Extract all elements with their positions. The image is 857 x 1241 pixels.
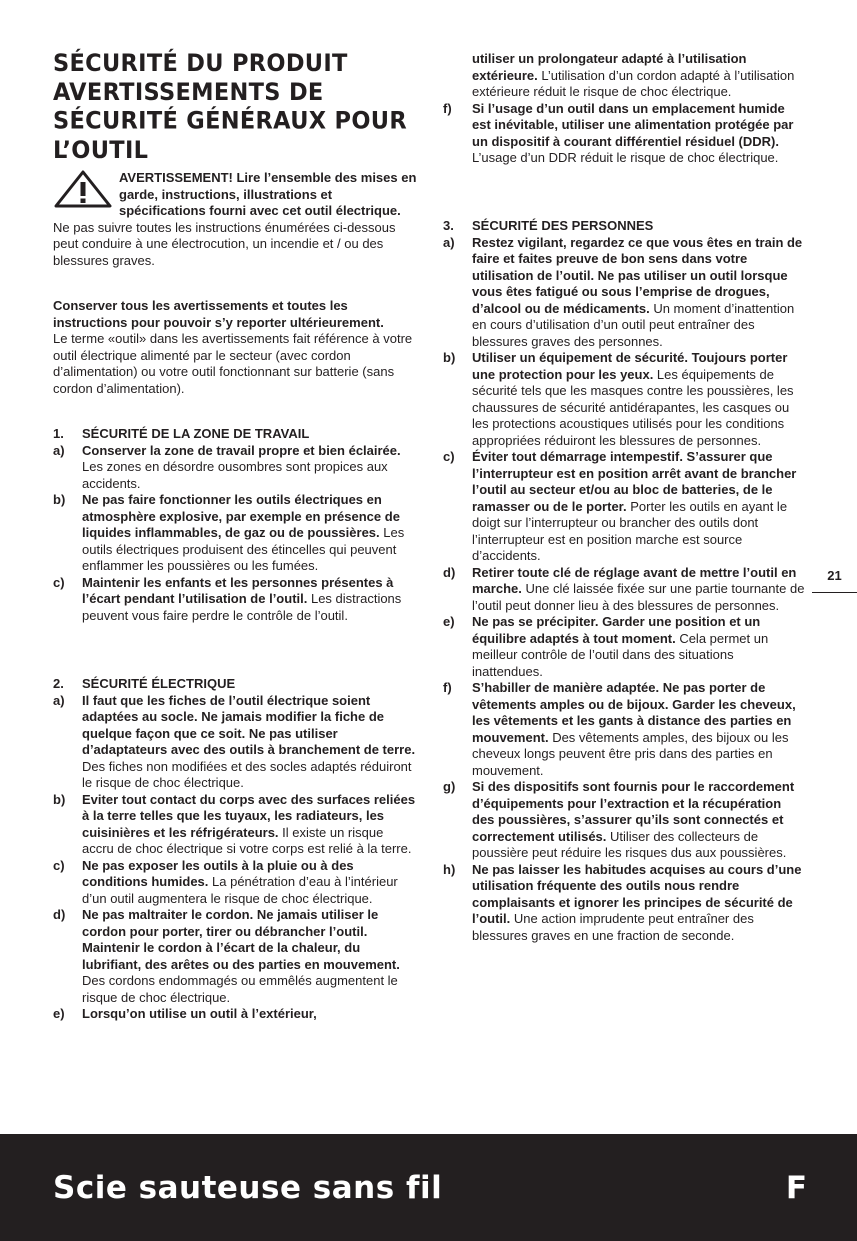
item-label: f) (443, 100, 452, 116)
list-item (443, 101, 805, 167)
section-1-number: 1. (53, 426, 64, 441)
section-2-title: SÉCURITÉ ÉLECTRIQUE (82, 676, 236, 691)
item-label: a) (53, 442, 65, 458)
item-bold: Lorsqu’on utilise un outil à l’extérieur, (82, 1006, 317, 1021)
item-text: L’utilisation d’un cordon adapté à l’utilisation extérieure réduit le risque de choc électrique. (472, 67, 795, 99)
title-line-1: SÉCURITÉ DU PRODUIT (53, 50, 348, 78)
item-text: Une action imprudente peut entraîner des blessures graves en une fraction de seconde. (472, 911, 754, 943)
section-2 (53, 676, 418, 1023)
section-3 (443, 218, 805, 944)
item-label: d) (443, 564, 456, 580)
warning-text: Ne pas suivre toutes les instructions énumérées ci-dessous peut conduire à une électrocution, un incendie et / ou des blessures graves. (53, 219, 396, 268)
section-1 (53, 426, 418, 624)
title-line-3: SÉCURITÉ GÉNÉRAUX POUR (53, 107, 407, 136)
item-label: g) (443, 779, 456, 794)
item-label: b) (53, 492, 66, 507)
list-item (443, 862, 805, 945)
list-item (53, 907, 418, 1006)
list-item (443, 565, 805, 615)
list-item (53, 575, 418, 625)
item-label: f) (443, 680, 452, 695)
item-bold: Ne pas faire fonctionner les outils électriques en atmosphère explosive, par exemple en présence de liquides inflammables, de gaz ou de poussières. (82, 492, 400, 540)
item-text: Les distractions peuvent vous faire perdre le contrôle de l’outil. (82, 591, 402, 623)
item-text: L’usage d’un DDR réduit le risque de choc électrique. (472, 150, 779, 165)
keep-bold: Conserver tous les avertissements et toutes les instructions pour pouvoir s’y reporter ultérieurement. (53, 298, 384, 330)
list-item (53, 443, 418, 493)
item-bold: Ne pas exposer les outils à la pluie ou à des conditions humides. (82, 857, 354, 889)
item-label: d) (53, 907, 66, 922)
list-item (443, 350, 805, 449)
section-1-heading (53, 426, 418, 443)
item-bold: Il faut que les fiches de l’outil électrique soient adaptées au socle. Ne jamais modifier la fiche de quelque façon que ce soit. Ne pas utiliser d’adaptateurs avec des outils à branchement de terre. (82, 692, 416, 757)
footer-bar (0, 1134, 857, 1241)
list-item-continued (443, 51, 805, 101)
list-item (53, 1006, 418, 1023)
item-label: a) (443, 234, 455, 250)
title-line-4: L’OUTIL (53, 136, 149, 165)
list-item (443, 449, 805, 565)
item-label: a) (53, 692, 65, 708)
item-bold: S’habiller de manière adaptée. Ne pas porter de vêtements amples ou de bijoux. Garder les cheveux, les vêtements et les gants à distance des parties en mouvement. (472, 680, 796, 745)
item-label: c) (443, 449, 455, 464)
item-bold: Retirer toute clé de réglage avant de mettre l’outil en marche. (472, 564, 797, 596)
item-text: Un moment d’inattention en cours d’utilisation d’un outil peut entraîner des blessures graves des personnes. (472, 300, 795, 349)
item-bold: Ne pas maltraiter le cordon. Ne jamais utiliser le cordon pour porter, tirer ou débrancher l’outil. Maintenir le cordon à l’écart de la chaleur, du lubrifiant, des arêtes ou des parties en mouvement. (82, 907, 400, 972)
item-bold: Ne pas se précipiter. Garder une position et un équilibre adaptés à tout moment. (472, 614, 761, 646)
section-1-title: SÉCURITÉ DE LA ZONE DE TRAVAIL (82, 426, 310, 441)
item-text: Porter les outils en ayant le doigt sur l’interrupteur ou brancher des outils dont l’interrupteur est en position marche est source d’accidents. (472, 498, 788, 563)
list-item (53, 792, 418, 858)
list-item (443, 614, 805, 680)
item-label: e) (443, 614, 455, 629)
item-bold: Si des dispositifs sont fournis pour le raccordement d’équipements pour l’extraction et la récupération des poussières, s’assurer qu’ils sont connectés et correctement utilisés. (472, 779, 795, 844)
keep-text: Le terme «outil» dans les avertissements fait référence à votre outil électrique alimenté par le secteur (avec cordon d’alimentation) ou votre outil fonctionnant sur batterie (sans cordon d’alimentation). (53, 331, 413, 396)
section-3-number: 3. (443, 218, 454, 233)
item-bold: Si l’usage d’un outil dans un emplacement humide est inévitable, utiliser une alimentation protégée par un dispositif à courant différentiel résiduel (DDR). (472, 100, 794, 149)
item-label: c) (53, 857, 65, 873)
item-bold: Utiliser un équipement de sécurité. Toujours porter une protection pour les yeux. (472, 350, 788, 382)
item-bold: Maintenir les enfants et les personnes présentes à l’écart pendant l’utilisation de l’outil. (82, 574, 394, 606)
section-2-number: 2. (53, 676, 64, 691)
item-bold: Restez vigilant, regardez ce que vous êtes en train de faire et faites preuve de bon sens dans votre utilisation de l’outil. Ne pas utiliser un outil lorsque vous êtes fatigué ou sous l’emprise de drogues, d’alcool ou de médicaments. (472, 234, 803, 316)
item-bold: Ne pas laisser les habitudes acquises au cours d’une utilisation fréquente des outils nous rendre complaisants et ignorer les principes de sécurité de l’outil. (472, 861, 802, 926)
item-text: Les zones en désordre ousombres sont propices aux accidents. (82, 459, 388, 491)
list-item (443, 680, 805, 779)
list-item (443, 779, 805, 862)
list-item (443, 235, 805, 351)
section-2-continued (443, 51, 805, 167)
page-number-rule (812, 592, 857, 593)
item-bold: utiliser un prolongateur adapté à l’utilisation extérieure. (472, 51, 747, 83)
footer-language-code: F (785, 1170, 807, 1206)
item-bold: Éviter tout démarrage intempestif. S’assurer que l’interrupteur est en position arrêt avant de brancher l’outil au secteur et/ou au bloc de batteries, de le ramasser ou de le porter. (472, 449, 797, 514)
warning-block (53, 170, 418, 269)
item-text: Il existe un risque accru de choc électrique si votre corps est relié à la terre. (82, 824, 412, 856)
item-label: h) (443, 861, 456, 877)
title-line-2: AVERTISSEMENTS DE (53, 78, 324, 107)
item-label: c) (53, 574, 65, 590)
warning-bold: AVERTISSEMENT! Lire l’ensemble des mises en garde, instructions, illustrations et spécifications fourni avec cet outil électrique. (119, 170, 417, 218)
item-bold: Conserver la zone de travail propre et bien éclairée. (82, 442, 401, 458)
section-3-heading (443, 218, 805, 235)
item-text: Les outils électriques produisent des étincelles qui peuvent enflammer les poussières ou les fumées. (82, 525, 405, 573)
footer-product-title: Scie sauteuse sans fil (53, 1170, 443, 1206)
item-text: Des cordons endommagés ou emmêlés augmentent le risque de choc électrique. (82, 973, 398, 1005)
list-item (53, 492, 418, 575)
list-item (53, 858, 418, 908)
item-text: Une clé laissée fixée sur une partie tournante de l’outil peut donner lieu à des blessures de personnes. (472, 581, 805, 613)
section-3-title: SÉCURITÉ DES PERSONNES (472, 218, 654, 233)
item-label: e) (53, 1006, 65, 1021)
item-text: La pénétration d’eau à l’intérieur d’un outil augmentera le risque de choc électrique. (82, 874, 398, 906)
page-number: 21 (827, 568, 842, 583)
warning-triangle-icon (53, 170, 113, 208)
section-2-heading (53, 676, 418, 693)
item-text: Des vêtements amples, des bijoux ou les cheveux longs peuvent être pris dans des parties en mouvement. (472, 729, 789, 778)
item-text: Des fiches non modifiées et des socles adaptés réduiront le risque de choc électrique. (82, 758, 412, 790)
item-text: Les équipements de sécurité tels que les masques contre les poussières, les chaussures de sécurité antidérapantes, les casques ou les protections acoustiques utilisés pour les conditions appropriées réduiront les blessures de personnes. (472, 366, 794, 448)
item-bold: Eviter tout contact du corps avec des surfaces reliées à la terre telles que les tuyaux, les radiateurs, les cuisinières et les réfrigérateurs. (82, 791, 416, 840)
item-text: Cela permet un meilleur contrôle de l’outil dans des situations inattendues. (472, 630, 769, 679)
item-label: b) (53, 791, 66, 807)
keep-instructions (53, 298, 418, 397)
item-label: b) (443, 350, 456, 365)
item-text: Utiliser des collecteurs de poussière peut réduire les risques dus aux poussières. (472, 828, 787, 860)
page-title (53, 50, 418, 165)
list-item (53, 693, 418, 792)
